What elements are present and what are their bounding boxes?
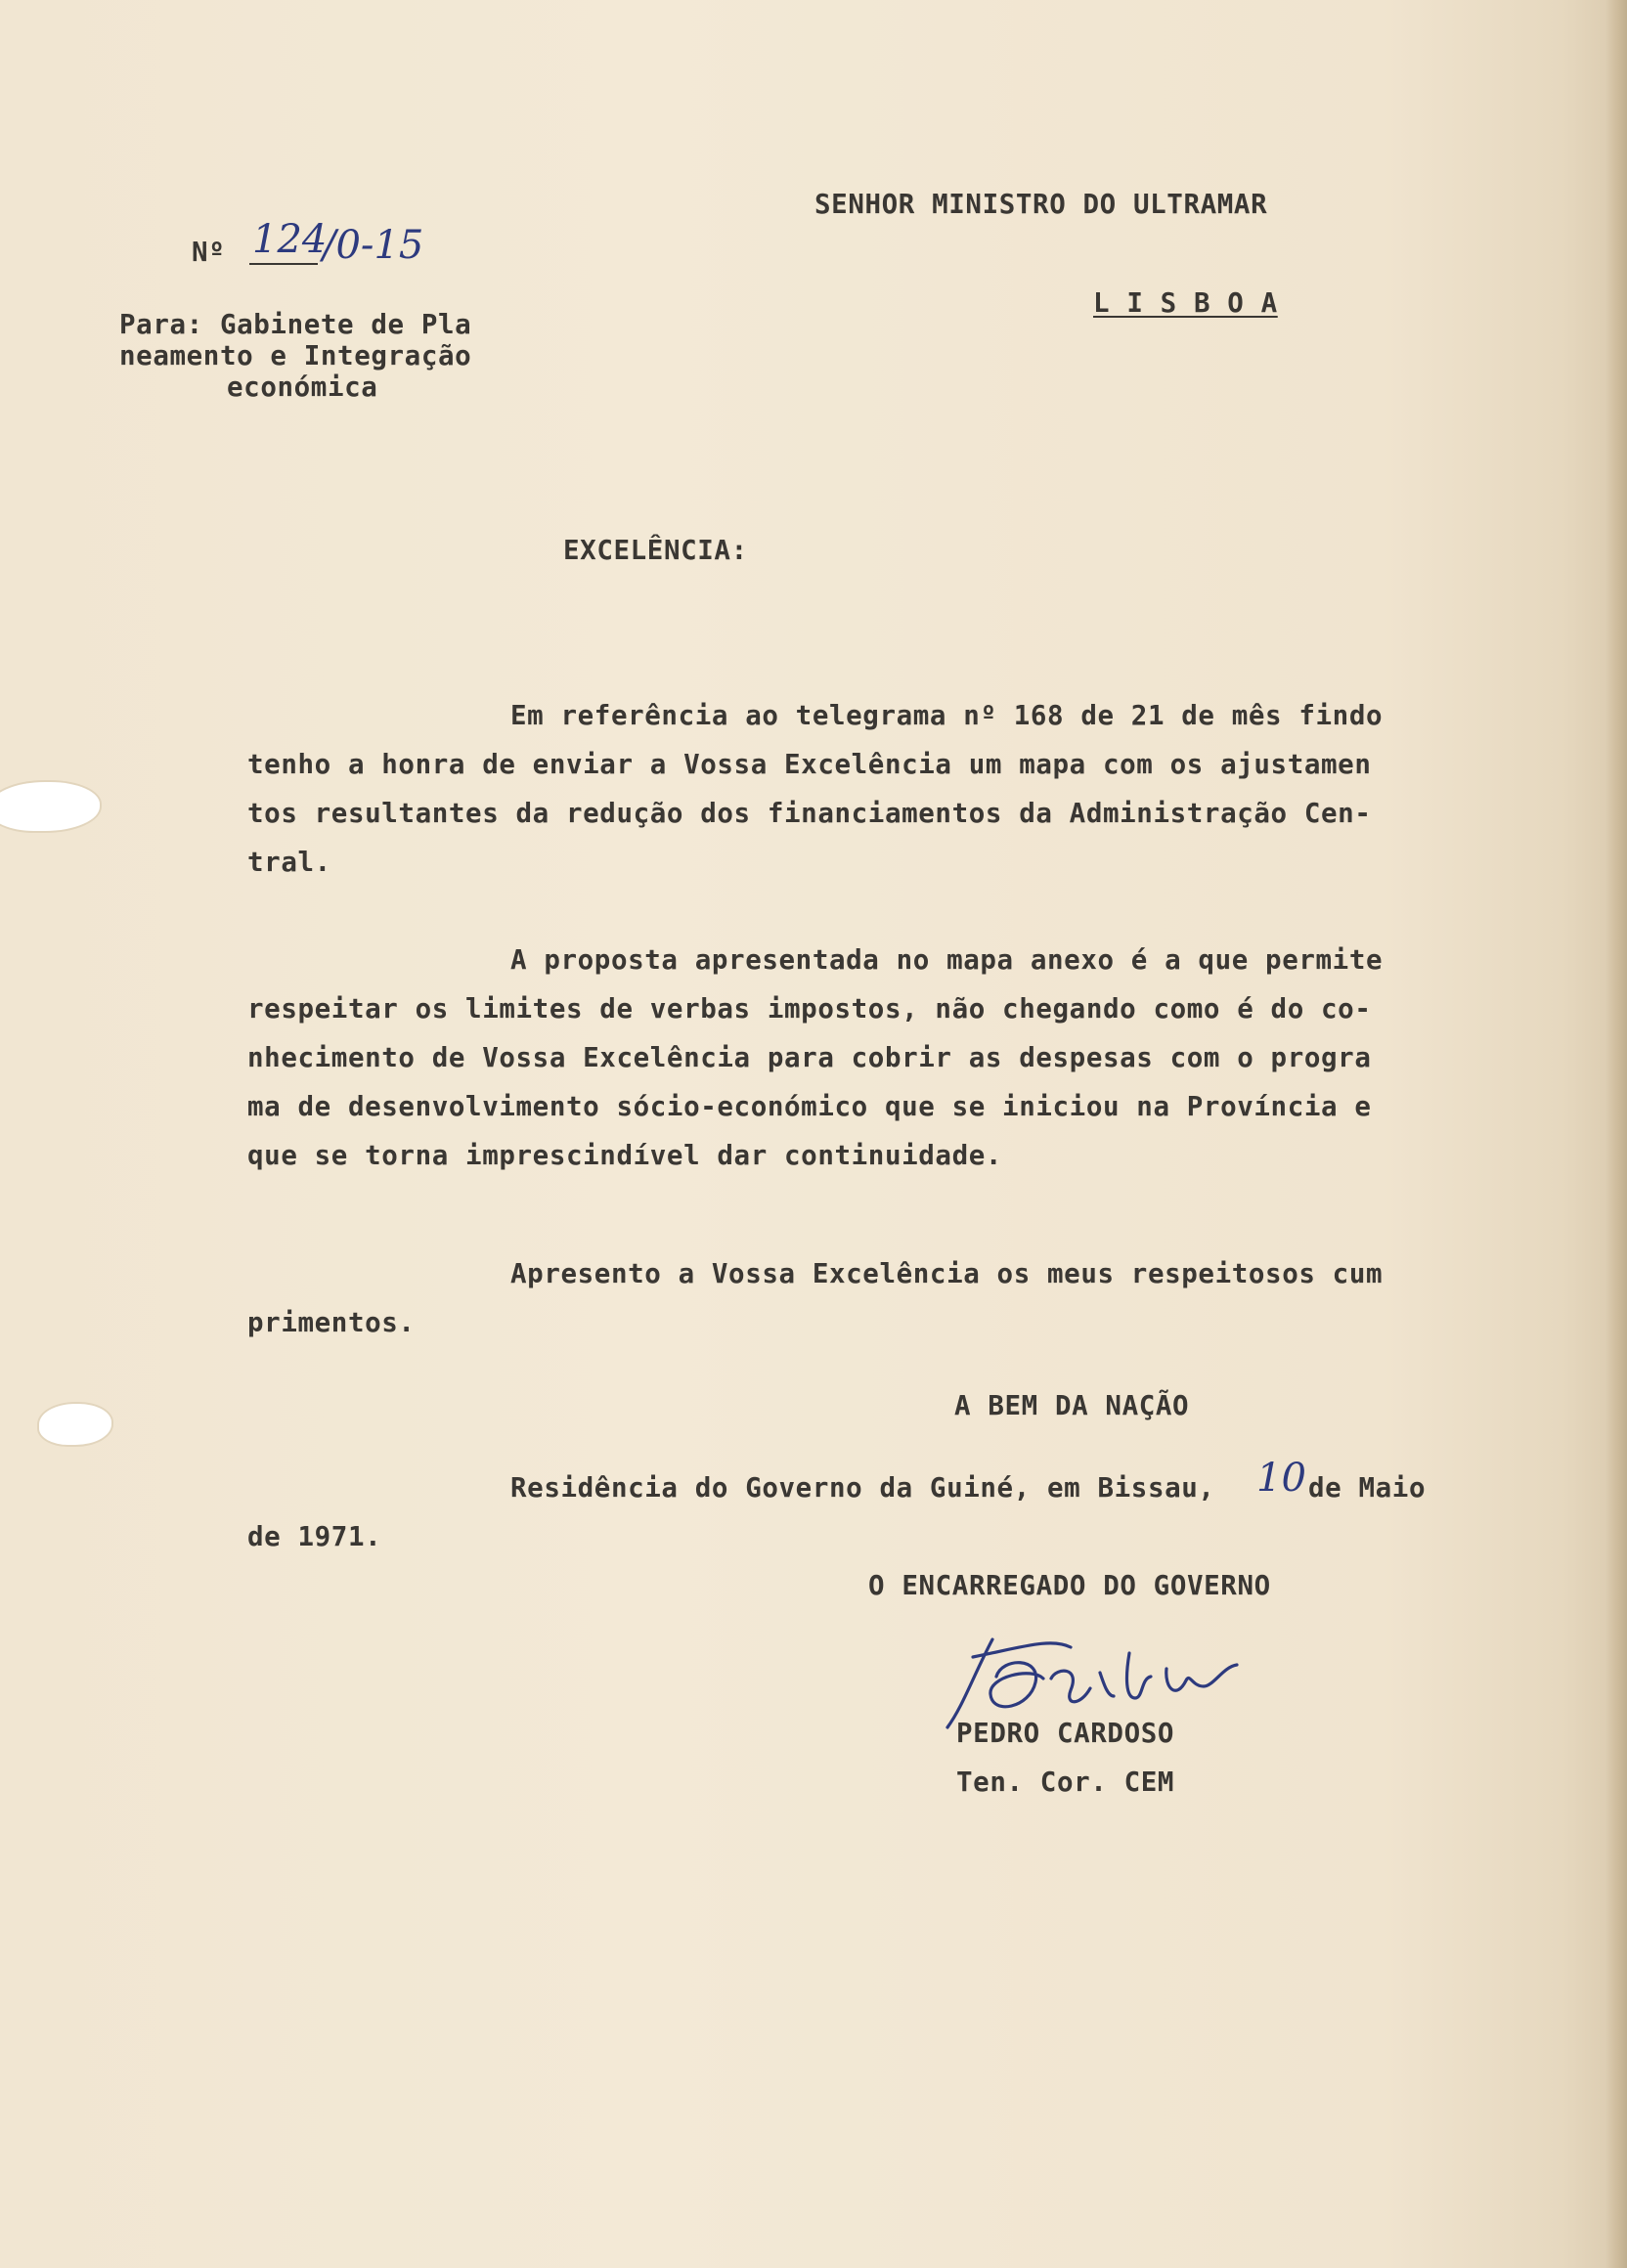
para3-line-2: primentos. [247, 1307, 416, 1338]
closing-motto: A BEM DA NAÇÃO [954, 1390, 1190, 1421]
para2-line-5: que se torna imprescindível dar continuidade. [247, 1140, 1003, 1171]
signatory-rank: Ten. Cor. CEM [956, 1766, 1175, 1798]
paper-edge [1605, 0, 1627, 2268]
ref-number-handwritten: 124 [252, 217, 328, 262]
to-line-2: neamento e Integração [119, 340, 472, 371]
para1-line-2: tenho a honra de enviar a Vossa Excelência um mapa com os ajustamen [247, 749, 1372, 780]
recipient-title: SENHOR MINISTRO DO ULTRAMAR [814, 189, 1268, 220]
signatory-role: O ENCARREGADO DO GOVERNO [868, 1570, 1271, 1601]
place-date-line-1-end: de Maio [1308, 1472, 1427, 1504]
para2-line-3: nhecimento de Vossa Excelência para cobrir as despesas com o progra [247, 1042, 1372, 1073]
para2-line-1: A proposta apresentada no mapa anexo é a que permite [510, 944, 1384, 976]
recipient-city: L I S B O A [1093, 287, 1278, 319]
ref-suffix-handwritten: /0-15 [323, 223, 424, 268]
para2-line-2: respeitar os limites de verbas impostos, não chegando como é do co- [247, 993, 1372, 1025]
to-line-1: Para: Gabinete de Pla [119, 309, 472, 340]
ref-prefix: Nº [192, 237, 226, 268]
to-line-3: económica [227, 371, 378, 403]
binder-hole-bottom [39, 1404, 111, 1445]
para2-line-4: ma de desenvolvimento sócio-económico que se iniciou na Província e [247, 1091, 1372, 1122]
place-date-line-2: de 1971. [247, 1521, 382, 1552]
signatory-name: PEDRO CARDOSO [956, 1718, 1175, 1749]
salutation: EXCELÊNCIA: [563, 535, 748, 566]
para1-line-3: tos resultantes da redução dos financiamentos da Administração Cen- [247, 798, 1372, 829]
para1-line-4: tral. [247, 847, 331, 878]
place-date-line-1: Residência do Governo da Guiné, em Bissau, [510, 1472, 1215, 1504]
para3-line-1: Apresento a Vossa Excelência os meus respeitosos cum [510, 1258, 1384, 1289]
para1-line-1: Em referência ao telegrama nº 168 de 21 de mês findo [510, 700, 1384, 731]
date-day-handwritten: 10 [1256, 1456, 1306, 1501]
